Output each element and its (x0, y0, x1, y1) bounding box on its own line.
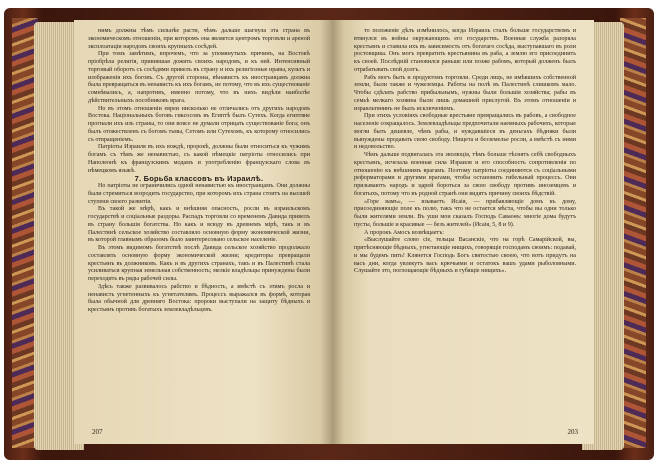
paragraph: Но въ этомъ отношеніи евреи нисколько не отличались отъ другихъ народовъ Востока. Національныхъ боговъ гиксосовъ въ Египтѣ былъ Сутехъ. Когда египтяне прогнали ихъ изъ страны, то они вовсе не думали отрицать существованіе бога; онъ былъ отожествленъ съ богомъ тьмы, Сетомъ или Сутехомъ, къ которому относились съ отвращеніемъ. (88, 105, 310, 143)
paragraph: При томъ замѣтимъ, впрочемъ, что за упомянутыхъ причинъ, на Востокѣ пріобрѣла религія, привившая дожить своихъ народовъ, и къ ней. Интенсивный торговый оборотъ съ сосѣдями привелъ въ страну и ихъ религіозные нравы, культъ и изображенія ихъ боговъ. Съ другой стороны, вѣнавистъ къ иностранцамъ должна была превращаться въ ненависть къ ихъ богамъ, не потому, что въ ихъ существованіе сомнѣвались, а, напротивъ, именно потому, что въ нихъ видѣли наиболѣе дѣйствительныхъ пособниковъ врага. (88, 51, 310, 104)
paragraph: При этихъ условіяхъ свободные крестьяне превращались въ рабовъ, а свободное населеніе сокращалось. Землевладѣльцы предпочитали наемныхъ рабочихъ, которые могли быть дешевле, чѣмъ рабы, и нуждавшіеся въ деньгахъ бѣдняки были вынуждены продавать свою свободу. Нищета и безземелье росли, а вмѣстѣ съ ними и недовольство. (354, 113, 576, 151)
spine-gutter-shadow (320, 20, 344, 444)
page-number-left: 207 (92, 428, 103, 436)
section-heading: 7. Борьба классовъ въ Израилѣ. (134, 174, 264, 184)
right-page-text (354, 28, 576, 276)
paragraph: Въ такой же мѣрѣ, какъ и внѣшняя опасность, росли въ израильскомъ государствѣ и соціальные раздоры. Распадъ торговли со временемъ Давида привелъ въ страну большія богатства. Но какъ и всюду въ древнемъ мірѣ, такъ и въ Палестинѣ сельское хозяйство составляло основную форму экономической жизни, въ которой главнымъ образомъ было заинтересовано сельское населеніе. (88, 206, 310, 244)
paragraph: Рабъ могъ быть и продуктомъ торговли. Среди лицъ, не имѣвшихъ собственной земли, были также и чужеземцы. Работы на полѣ въ Палестинѣ слишкомъ мало. Чтобы сдѣлать рабство прибыльнымъ, нужны были большія хозяйства; рабы въ семьѣ мелкаго хозяина были лишь домашней прислугой. Въ этомъ отношеніи и израильтянинъ не былъ исключеніемъ. (354, 74, 576, 112)
page-number-right: 203 (567, 428, 578, 436)
paragraph: «Выслушайте слово сіе, тельцы Васанскіе, что на горѣ Самарійской, вы, притѣсняющіе бѣдныхъ, угнетающіе нищихъ, говорящіе господамъ своимъ: подавай, и мы будемъ пить! Клянется Господь Богъ святостью своею, что вотъ придутъ на васъ дни, когда увлекутъ васъ крючьями и остатокъ вашъ удами рыболовными. Слушайте это, поглощающіе бѣдныхъ и губящіе нищихъ». (354, 237, 576, 275)
paragraph: то положеніе дѣлъ измѣнилось, когда Израиль сталъ больше государствомъ и втянулся въ войны окружающихъ его государствъ. Военная служба разоряла крестьянъ и ставила ихъ въ зависимость отъ богатаго сосѣда, выступавшаго въ роли ростовщика. Онъ могъ превратить крестьянина въ раба, а землю его присоединить къ своей. Послѣдній становился раньше или позже рабомъ, который долженъ былъ отрабатывать свой долгъ. (354, 28, 576, 73)
paragraph: «Горе вамъ», — взываетъ Исаія, — прибавляющіе домъ къ дому, присоединяющіе поле къ полю, такъ что не остается мѣста, чтобы вы одни только были жителями земли. Въ уши мои сказалъ Господь Саваоѳъ: многіе дома будутъ пусты, большіе и красивые — безъ жителей» (Исаія, 5, 8 и 9). (354, 198, 576, 228)
open-book (4, 8, 654, 460)
paragraph: А пророкъ Амосъ возвѣщаетъ: (364, 229, 444, 236)
left-page-text (88, 28, 310, 315)
paragraph: Здѣсь также развивалось рабство и бѣдность, а вмѣстѣ съ этимъ росла и ненависть угнетенныхъ къ угнетателямъ. Процессъ выражался въ формѣ, которая была обычной для древняго Востока: пророки выступали на защиту бѣдныхъ и крестьянъ противъ богатыхъ землевладѣльцевъ. (88, 283, 310, 313)
left-page (74, 20, 332, 444)
paragraph: Въ этомъ видимомъ богатствѣ послѣ Давида сельское хозяйство продолжало составлять основную форму экономической жизни; кредиторы превращали крестьянъ въ должниковъ. Какъ и въ другихъ странахъ, такъ и въ Палестинѣ стала усиливаться крупная земельная собственность; мелкіе владѣльцы принуждены были переходить въ ряды рабочей силы. (88, 245, 310, 282)
right-page (332, 20, 594, 444)
paragraph: Патріоты Израиля въ ихъ вождѣ, пророкѣ, должны были относиться къ чужимъ богамъ съ тѣмъ же ненавистью, съ какой нѣмецкіе патріоты относились при Наполеонѣ къ французскимъ модамъ и употребленію французскаго слова въ нѣмецкомъ языкѣ. (88, 144, 310, 174)
paragraph: Но патріоты не ограничились одной ненавистью къ иностранцамъ. Они должны были стремиться возродить государство, при которомъ ихъ страна стоитъ на высшей ступени своего развитія. (88, 183, 310, 205)
paragraph: Чѣмъ дальше подвигалась эта эволюція, тѣмъ больше тѣснятъ себѣ свободныхъ крестьянъ, исчезала военная сила Израиля и его способность сопротивленія по отношенію къ внѣшнимъ врагамъ. Поэтому патріоты соединяются съ соціальными реформаторами и другими врагами, чтобы остановить гибельный процессъ. Они призываютъ народъ и царей бороться за свою свободу противъ иноземцевъ и богатыхъ, потому что въ родной странѣ они видятъ причину своихъ бѣдствій. (354, 152, 576, 197)
paragraph: нимъ должны тѣмъ сильнѣе расти, чѣмъ дальше шагнула эта страна въ экономическомъ отношеніи, при которомъ она является центромъ торговли и ареной эксплоатаціи народовъ своихъ крупныхъ сосѣдей. (88, 28, 310, 50)
